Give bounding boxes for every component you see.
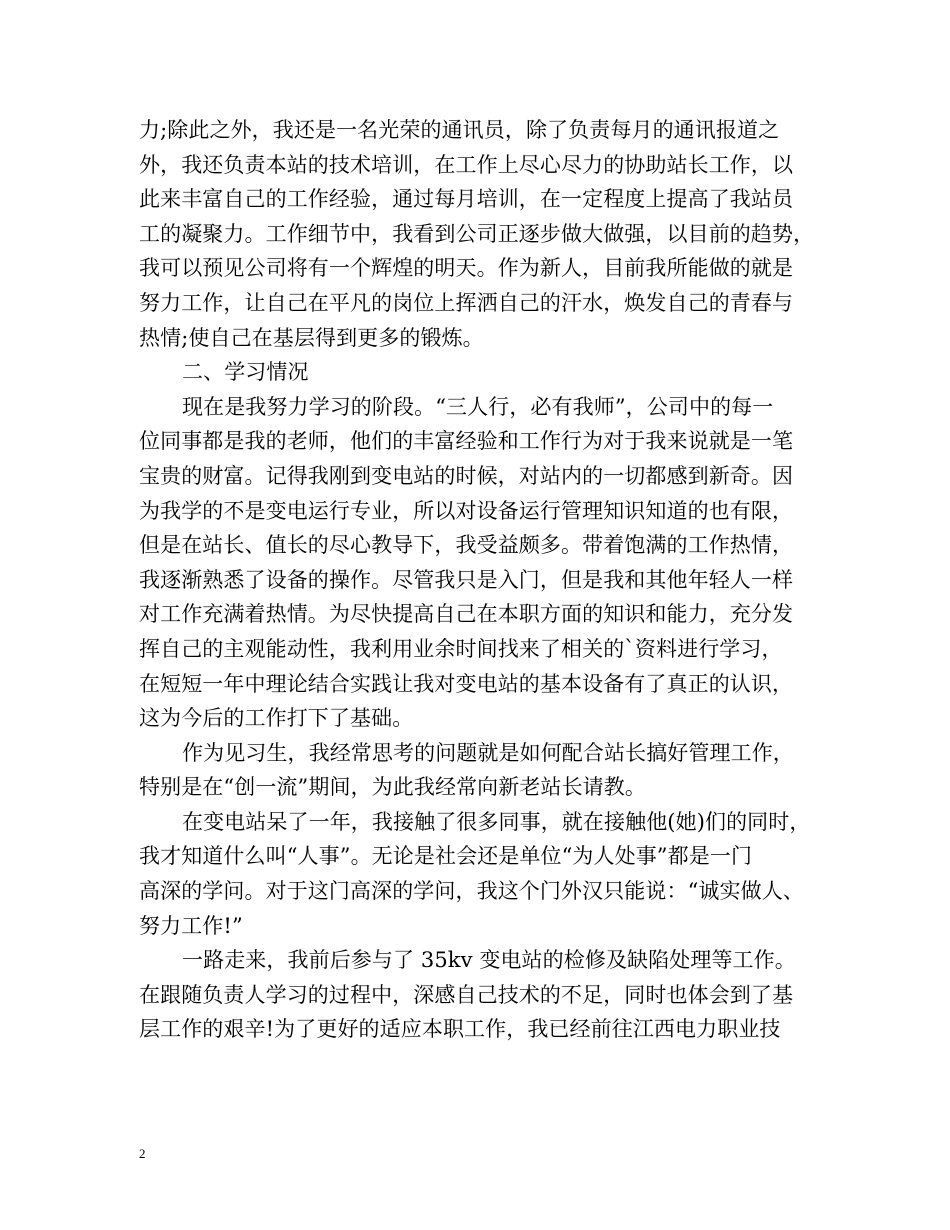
text-line: 一路走来，我前后参与了 35kv 变电站的检修及缺陷处理等工作。 [182,948,796,973]
text-line: 二、学习情况 [182,360,309,385]
text-line: 现在是我努力学习的阶段。“三人行，必有我师”，公司中的每一 [182,394,774,419]
text-line: 努力工作，让自己在平凡的岗位上挥洒自己的汗水，焕发自己的青春与 [139,290,794,315]
text-line: 对工作充满着热情。为尽快提高自己在本职方面的知识和能力，充分发 [139,602,794,627]
text-line: 此来丰富自己的工作经验，通过每月培训，在一定程度上提高了我站员 [139,187,794,212]
text-line: 作为见习生，我经常思考的问题就是如何配合站长搞好管理工作， [182,740,794,765]
text-line: 这为今后的工作打下了基础。 [139,706,414,731]
page-number: 2 [139,1146,146,1161]
text-line: 在跟随负责人学习的过程中，深感自己技术的不足，同时也体会到了基 [139,982,794,1007]
text-line: 高深的学问。对于这门高深的学问，我这个门外汉只能说：“诚实做人、 [139,879,804,904]
text-line: 特别是在“创一流”期间，为此我经常向新老站长请教。 [139,775,646,800]
body-text [139,113,829,1047]
text-line: 为我学的不是变电运行专业，所以对设备运行管理知识知道的也有限， [139,498,794,523]
text-line: 但是在站长、值长的尽心教导下，我受益颇多。带着饱满的工作热情， [139,533,794,558]
text-line: 工的凝聚力。工作细节中，我看到公司正逐步做大做强，以目前的趋势， [139,221,815,246]
text-line: 我可以预见公司将有一个辉煌的明天。作为新人，目前我所能做的就是 [139,256,794,281]
text-line: 层工作的艰辛!为了更好的适应本职工作，我已经前往江西电力职业技 [139,1017,781,1042]
text-line: 宝贵的财富。记得我刚到变电站的时候，对站内的一切都感到新奇。因 [139,463,794,488]
text-line: 在短短一年中理论结合实践让我对变电站的基本设备有了真正的认识， [139,671,794,696]
text-line: 挥自己的主观能动性，我利用业余时间找来了相关的`资料进行学习， [139,636,783,661]
text-line: 位同事都是我的老师，他们的丰富经验和工作行为对于我来说就是一笔 [139,429,794,454]
text-line: 在变电站呆了一年，我接触了很多同事，就在接触他(她)们的同时， [182,809,811,834]
text-line: 我才知道什么叫“人事”。无论是社会还是单位“为人处事”都是一门 [139,844,753,869]
text-line: 力;除此之外，我还是一名光荣的通讯员，除了负责每月的通讯报道之 [139,118,780,142]
text-line: 外，我还负责本站的技术培训，在工作上尽心尽力的协助站长工作，以 [139,152,794,177]
text-line: 我逐渐熟悉了设备的操作。尽管我只是入门，但是我和其他年轻人一样 [139,567,794,592]
text-line: 热情;使自己在基层得到更多的锻炼。 [139,325,484,350]
text-line: 努力工作!” [139,913,243,938]
